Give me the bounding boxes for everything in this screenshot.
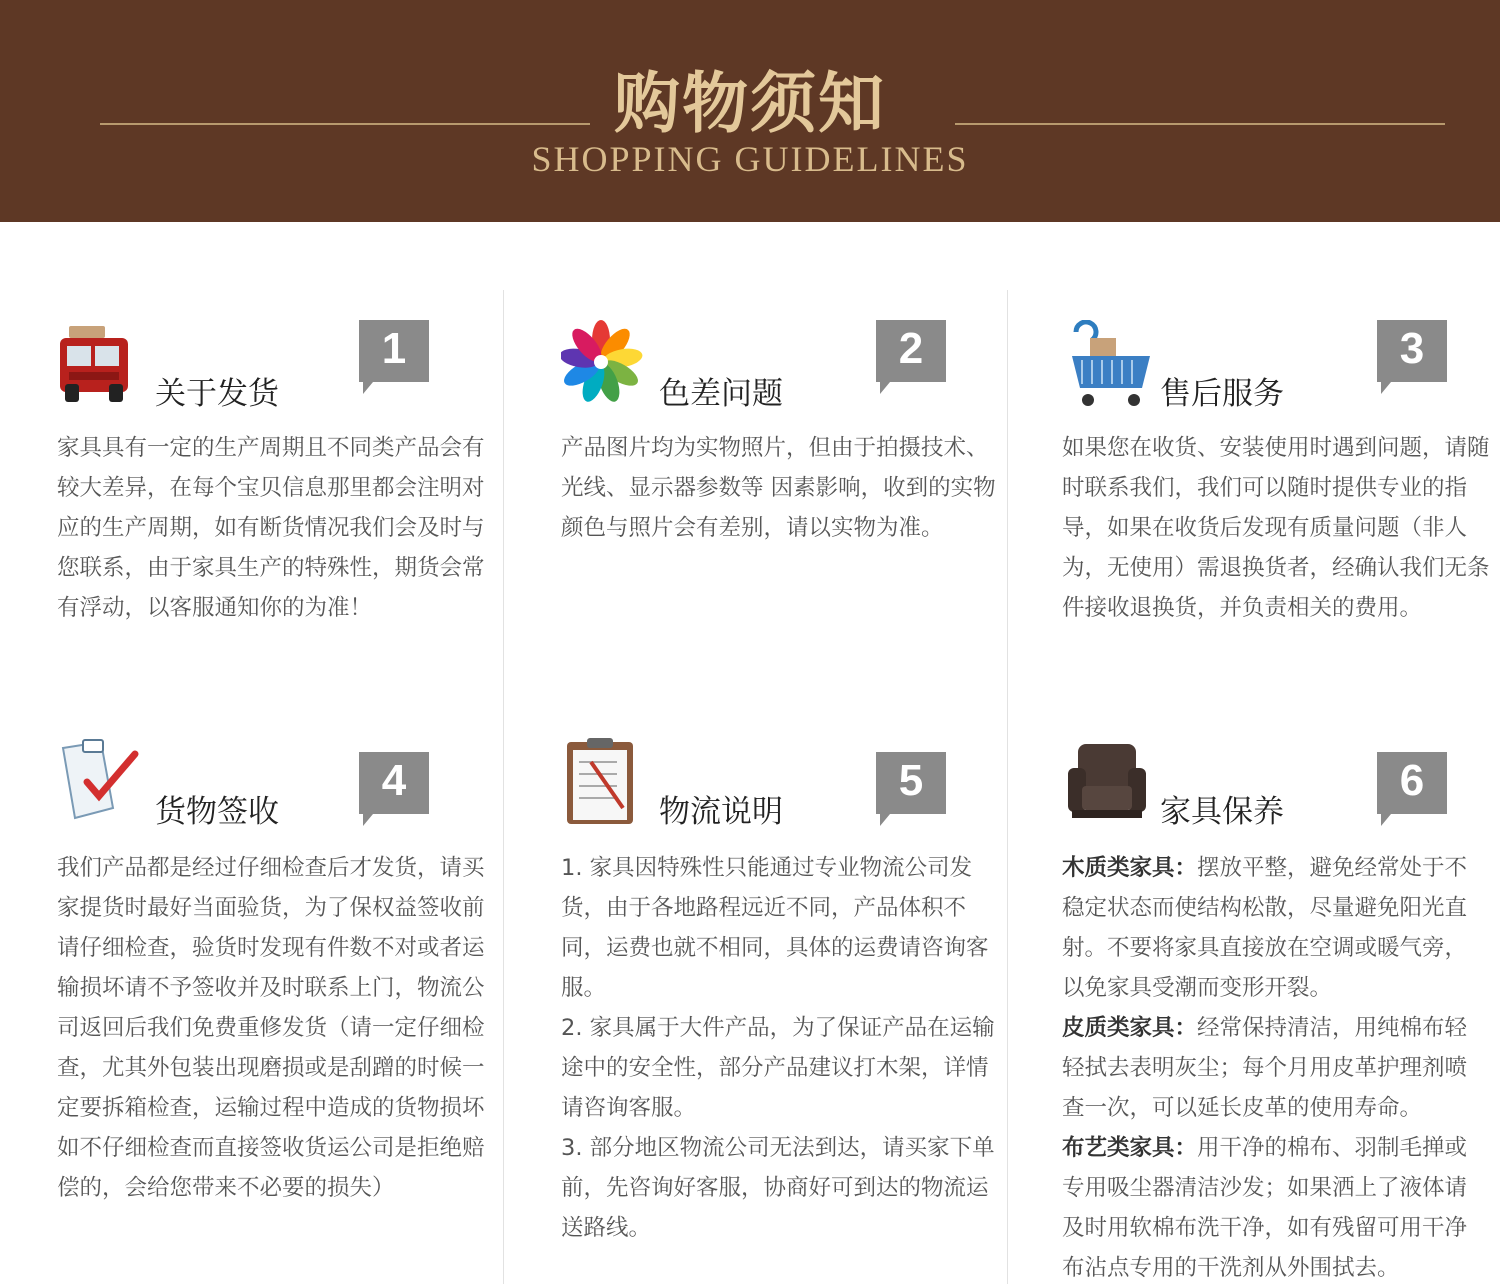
column-divider <box>1007 290 1008 1284</box>
list-item: 3. 部分地区物流公司无法到达，请买家下单前，先咨询好客服，协商好可到达的物流运送路线。 <box>561 1135 995 1241</box>
card-title: 货物签收 <box>155 794 279 830</box>
list-item: 2. 家具属于大件产品，为了保证产品在运输途中的安全性，部分产品建议打木架，详情请咨询客服。 <box>561 1015 995 1121</box>
number-badge-label: 1 <box>381 324 407 373</box>
care-section-text: 摆放平整，避免经常处于不稳定状态而使结构松散，尽量避免阳光直射。不要将家具直接放在空调或暖气旁，以免家具受潮而变形开裂。 <box>1062 855 1468 1001</box>
card-text: 产品图片均为实物照片，但由于拍摄技术、光线、显示器参数等 因素影响，收到的实物颜色与照片会有差别，请以实物为准。 <box>561 435 996 541</box>
number-badge-label: 4 <box>381 756 407 805</box>
care-section-text: 用干净的棉布、羽制毛掸或专用吸尘器清洁沙发；如果洒上了液体请及时用软棉布洗干净，如有残留可用干净布沾点专用的干洗剂从外围拭去。 <box>1062 1135 1468 1281</box>
card-title: 色差问题 <box>659 376 783 412</box>
number-badge-label: 2 <box>898 324 924 373</box>
card-text <box>561 848 1001 1248</box>
card-title: 关于发货 <box>155 376 279 412</box>
column-divider <box>503 290 504 1284</box>
shopping-cart-icon <box>1062 320 1152 410</box>
checklist-icon <box>57 738 147 828</box>
card-title: 物流说明 <box>659 794 783 830</box>
color-wheel-icon <box>561 320 651 410</box>
list-item: 1. 家具因特殊性只能通过专业物流公司发货，由于各地路程远近不同，产品体积不同，运费也就不相同，具体的运费请咨询客服。 <box>561 855 989 1001</box>
care-section-label: 木质类家具： <box>1062 855 1198 881</box>
truck-icon <box>57 320 147 410</box>
armchair-icon <box>1062 738 1152 828</box>
care-section <box>1062 848 1474 1008</box>
clipboard-icon <box>561 738 651 828</box>
number-badge-label: 3 <box>1399 324 1425 373</box>
care-section-text: 经常保持清洁，用纯棉布轻轻拭去表明灰尘；每个月用皮革护理剂喷查一次，可以延长皮革的使用寿命。 <box>1062 1015 1468 1121</box>
card-text: 家具具有一定的生产周期且不同类产品会有较大差异，在每个宝贝信息那里都会注明对应的生产周期，如有断货情况我们会及时与您联系，由于家具生产的特殊性，期货会常有浮动，以客服通知你的为准！ <box>57 435 485 621</box>
care-section <box>1062 1008 1474 1128</box>
care-section-label: 布艺类家具： <box>1062 1135 1198 1161</box>
care-section-label: 皮质类家具： <box>1062 1015 1198 1041</box>
card-title: 售后服务 <box>1160 376 1284 412</box>
page-subtitle: SHOPPING GUIDELINES <box>531 139 969 179</box>
card-text: 我们产品都是经过仔细检查后才发货，请买家提货时最好当面验货，为了保权益签收前请仔细检查，验货时发现有件数不对或者运输损坏请不予签收并及时联系上门，物流公司返回后我们免费重修发货（请一定仔细检查，尤其外包装出现磨损或是刮蹭的时候一定要拆箱检查，运输过程中造成的货物损坏如不仔细检查而直接签收货运公司是拒绝赔偿的，会给您带来不必要的损失） <box>57 855 485 1201</box>
header-banner <box>0 0 1500 222</box>
card-text <box>1062 848 1474 1288</box>
page-title: 购物须知 <box>614 64 886 142</box>
card-title: 家具保养 <box>1160 794 1284 830</box>
number-badge-label: 6 <box>1399 756 1425 805</box>
care-section <box>1062 1128 1474 1288</box>
number-badge-label: 5 <box>898 756 924 805</box>
card-text: 如果您在收货、安装使用时遇到问题，请随时联系我们，我们可以随时提供专业的指导，如果在收货后发现有质量问题（非人为，无使用）需退换货者，经确认我们无条件接收退换货，并负责相关的费用。 <box>1062 435 1490 621</box>
